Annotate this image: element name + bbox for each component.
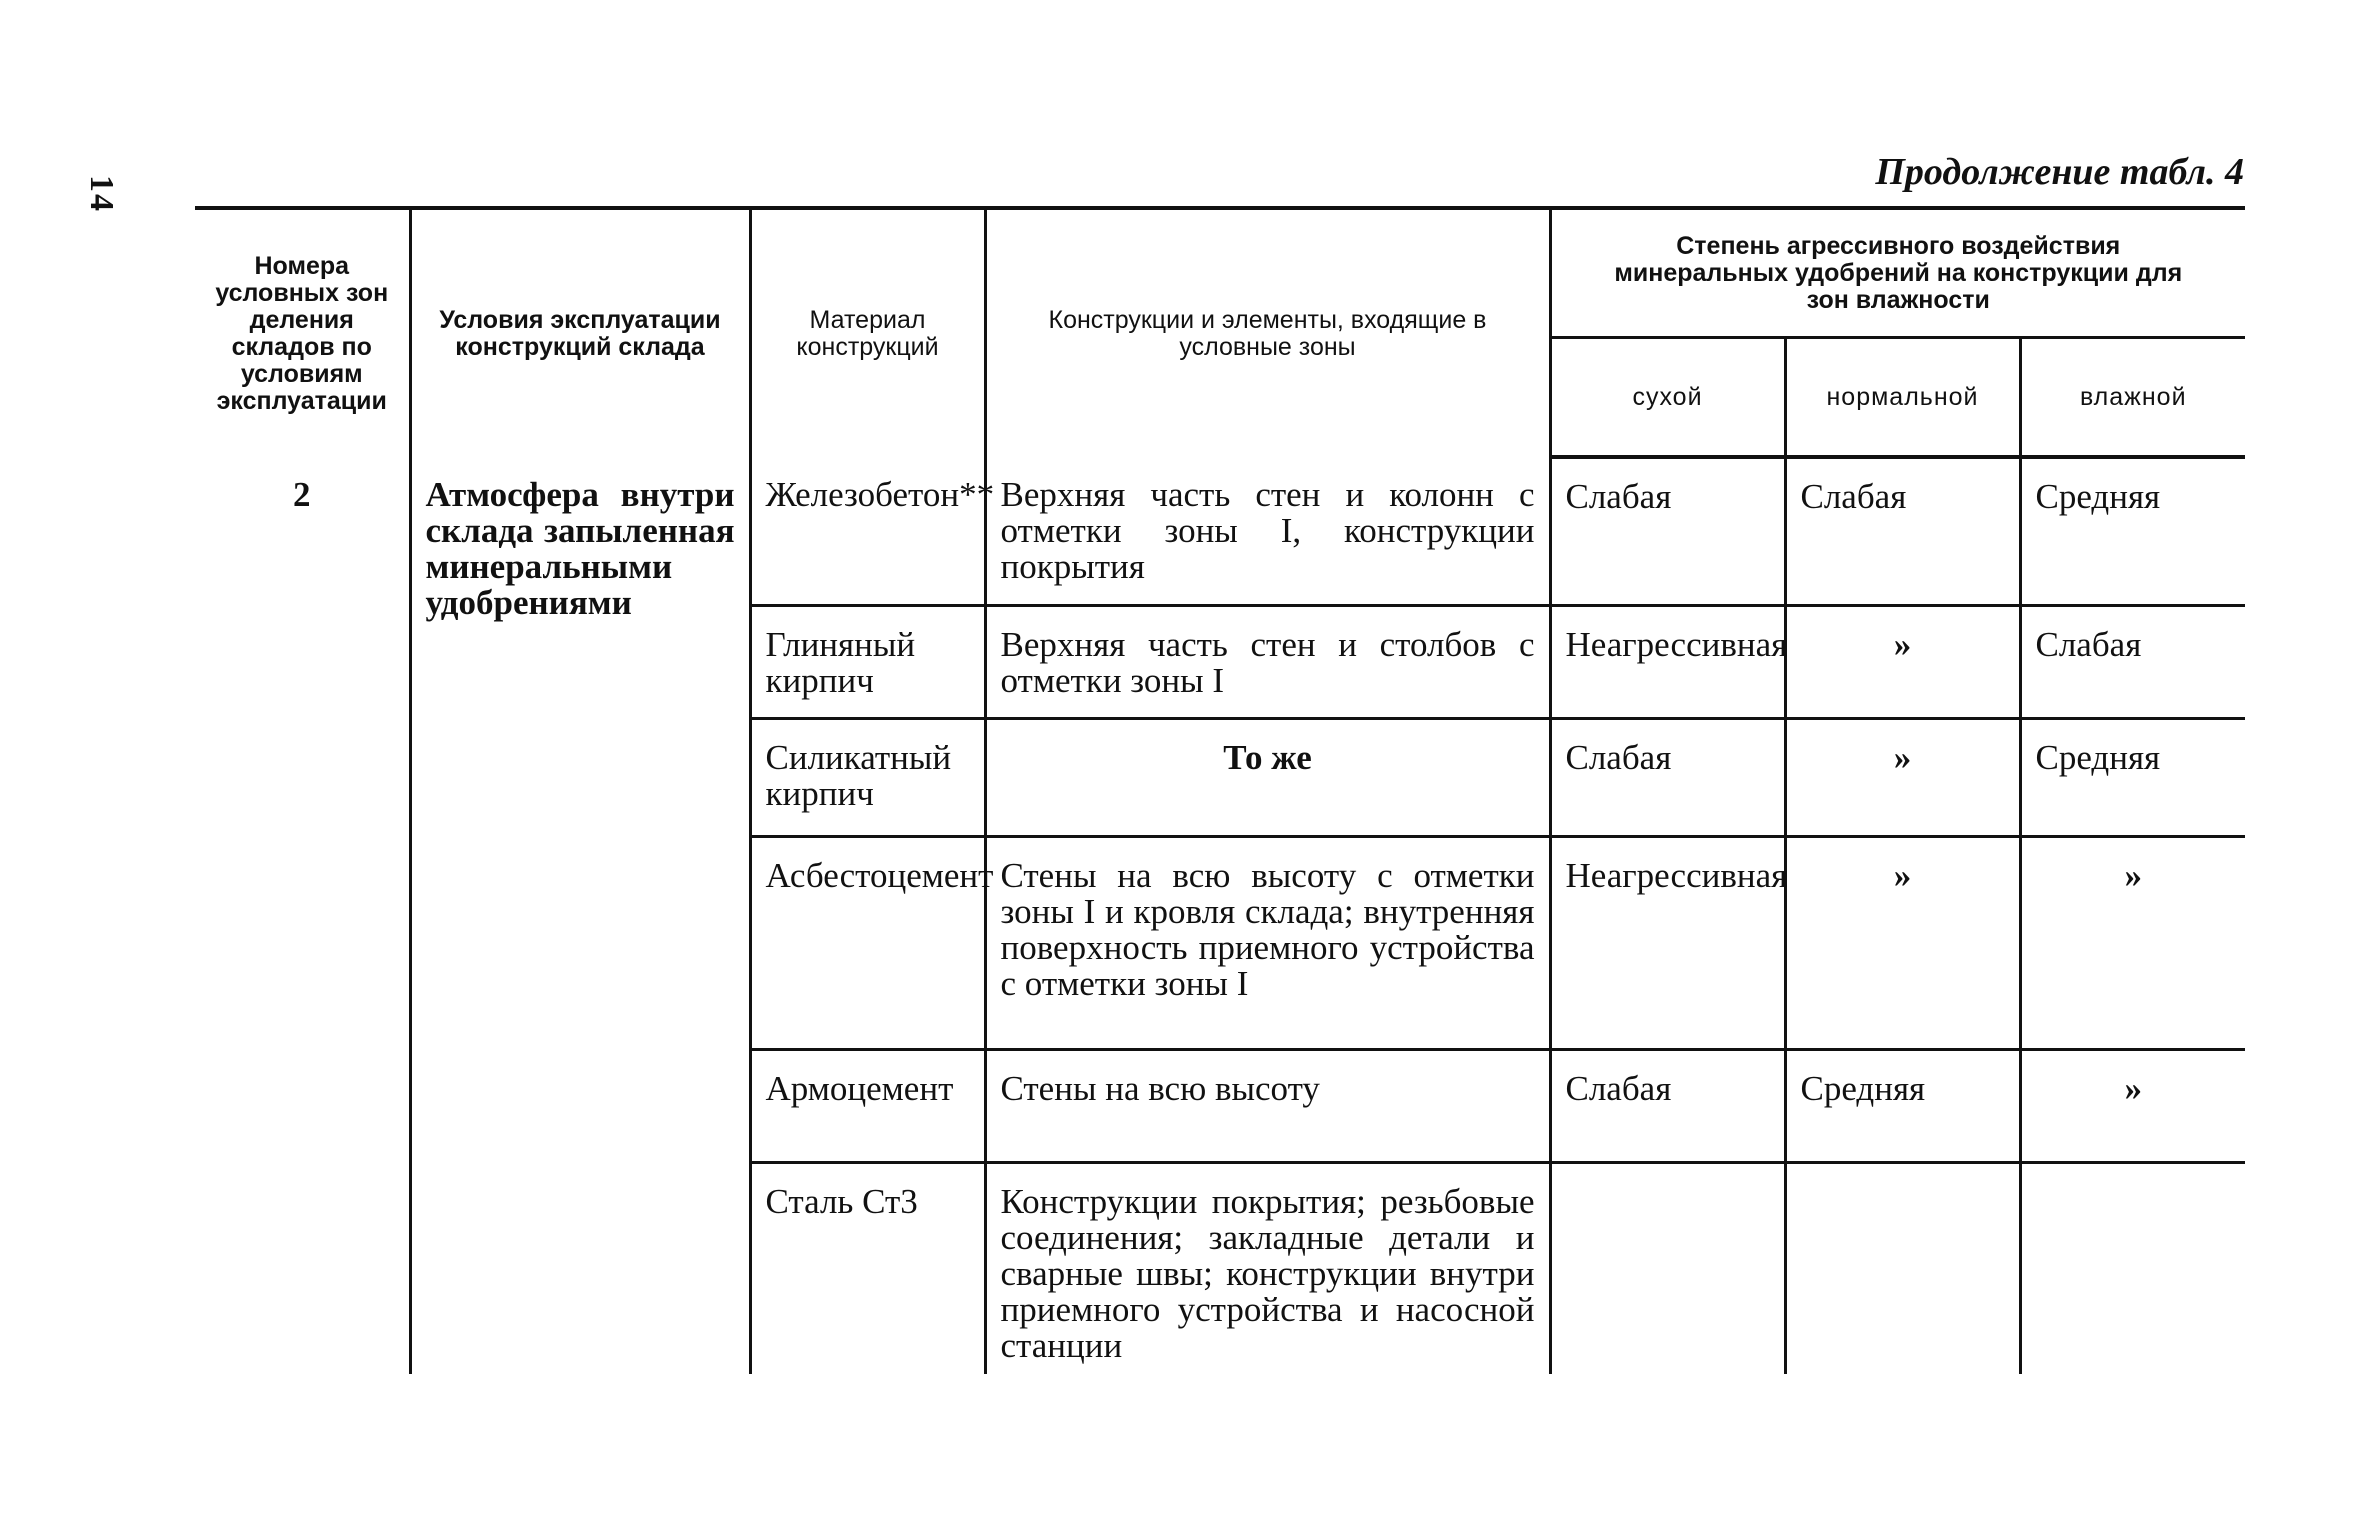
header-wet: влажной — [2020, 338, 2245, 458]
material-cell: Асбестоцемент — [750, 837, 985, 1050]
degree-wet — [2020, 1163, 2245, 1375]
elements-cell: Конструкции покрытия; резьбовые соединения; закладные детали и сварные швы; конструкции внутри приемного устройства и насосной станции — [985, 1163, 1550, 1375]
degree-dry: Слабая — [1550, 457, 1785, 606]
table-row — [195, 457, 2245, 606]
degree-normal — [1785, 1163, 2020, 1375]
degree-wet: » — [2020, 1050, 2245, 1163]
material-cell: Армоцемент — [750, 1050, 985, 1163]
elements-cell: То же — [985, 719, 1550, 837]
header-conditions: Условия эксплуатации конструкций склада — [410, 208, 750, 457]
elements-cell: Стены на всю высоту с отметки зоны I и кровля склада; внутренняя поверхность приемного устройства с отметки зоны I — [985, 837, 1550, 1050]
degree-dry: Неагрессивная — [1550, 837, 1785, 1050]
table-caption: Продолжение табл. 4 — [1875, 151, 2244, 193]
degree-wet: Средняя — [2020, 719, 2245, 837]
header-material: Материал конструкций — [750, 208, 985, 457]
material-cell: Глиняный кирпич — [750, 606, 985, 719]
header-normal: нормальной — [1785, 338, 2020, 458]
degree-wet: Средняя — [2020, 457, 2245, 606]
conditions-cell: Атмосфера внутри склада запыленная минеральными удобрениями — [410, 457, 750, 1374]
degree-normal: » — [1785, 719, 2020, 837]
degree-wet: » — [2020, 837, 2245, 1050]
degree-wet: Слабая — [2020, 606, 2245, 719]
degree-dry: Слабая — [1550, 1050, 1785, 1163]
material-cell: Силикатный кирпич — [750, 719, 985, 837]
degree-dry: Неагрессивная — [1550, 606, 1785, 719]
header-row — [195, 208, 2245, 338]
header-degree-group: Степень агрессивного воздействия минеральных удобрений на конструкции для зон влажности — [1550, 208, 2245, 338]
zone-number: 2 — [195, 457, 410, 1374]
degree-normal: Средняя — [1785, 1050, 2020, 1163]
material-cell: Железобетон** — [750, 457, 985, 606]
page-number: 14 — [83, 175, 120, 213]
header-elements: Конструкции и элементы, входящие в условные зоны — [985, 208, 1550, 457]
degree-normal: » — [1785, 606, 2020, 719]
degree-dry: Слабая — [1550, 719, 1785, 837]
header-zone-numbers: Номера условных зон деления складов по условиям эксплуатации — [195, 208, 410, 457]
degree-normal: Слабая — [1785, 457, 2020, 606]
degree-dry — [1550, 1163, 1785, 1375]
aggression-table — [195, 206, 2245, 1374]
elements-cell: Стены на всю высоту — [985, 1050, 1550, 1163]
header-dry: сухой — [1550, 338, 1785, 458]
elements-cell: Верхняя часть стен и столбов с отметки зоны I — [985, 606, 1550, 719]
elements-cell: Верхняя часть стен и колонн с отметки зоны I, конструкции покрытия — [985, 457, 1550, 606]
degree-normal: » — [1785, 837, 2020, 1050]
material-cell: Сталь Ст3 — [750, 1163, 985, 1375]
